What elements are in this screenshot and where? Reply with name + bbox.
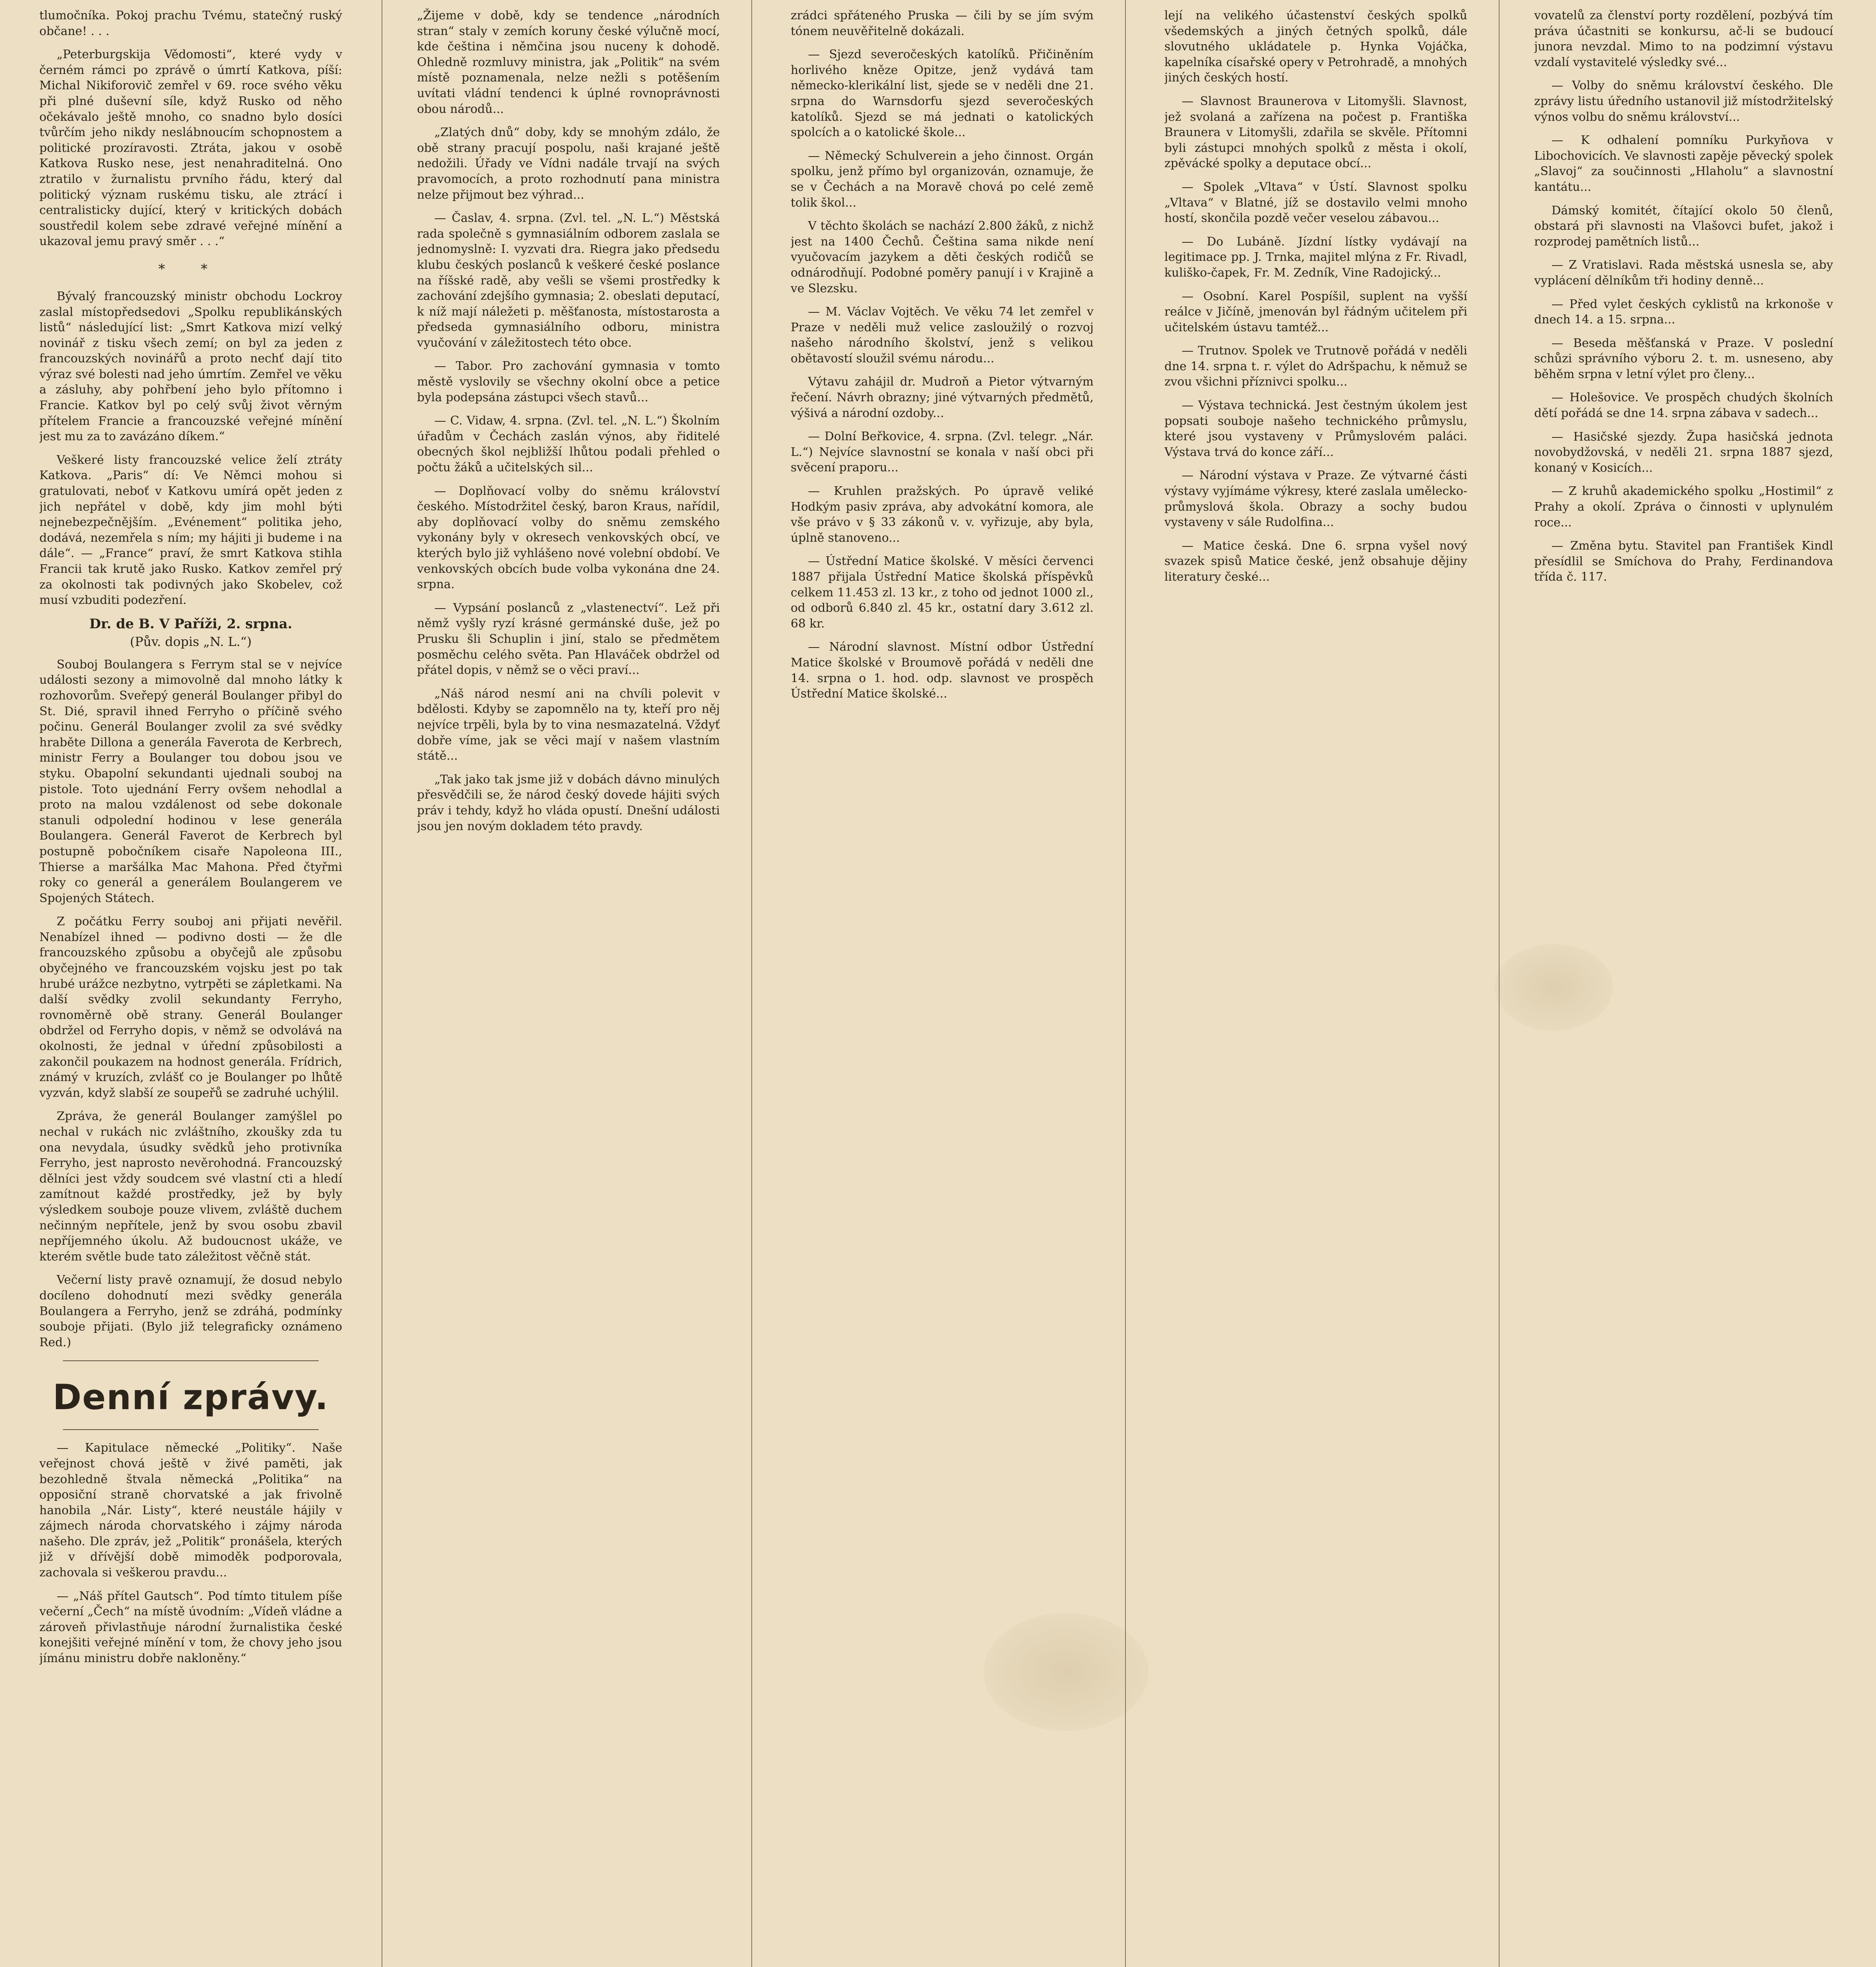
article-paragraph: — Do Lubáně. Jízdní lístky vydávají na legitimace pp. J. Trnka, majitel mlýna z Fr. Rivadl, kuliško-čapek, Fr. M. Zedník, Vine Radojický... <box>1164 234 1467 280</box>
article-paragraph: — Výstava technická. Jest čestným úkolem jest popsati souboje našeho technického průmyslu, které jsou vystaveny v Průmyslovém paláci. Výstava trvá do konce září... <box>1164 399 1467 459</box>
article-paragraph: — Národní výstava v Praze. Ze výtvarné části výstavy vyjímáme výkresy, které zaslala umělecko-průmyslová škola. Obrazy a sochy budou vystaveny v sále Rudolfina... <box>1164 469 1467 530</box>
column-5 <box>1534 8 1833 1967</box>
article-paragraph: — C. Vidaw, 4. srpna. (Zvl. tel. „N. L.“) Školním úřadům v Čechách zaslán výnos, aby řiditelé obecných škol nejbližší lhůtou podali přehled o počtu žáků a učitelských sil... <box>417 414 720 475</box>
article-paragraph: — M. Václav Vojtěch. Ve věku 74 let zemřel v Praze v neděli muž velice zasloužilý o rozvoj našeho národního školství, jenž s velikou obětavostí sloužil svému národu... <box>791 305 1094 365</box>
column-3 <box>791 8 1094 1967</box>
divider <box>63 1429 319 1430</box>
article-paragraph: — Změna bytu. Stavitel pan František Kindl přesídlil se Smíchova do Prahy, Ferdinandova třída č. 117. <box>1534 539 1833 584</box>
column-2 <box>417 8 720 1967</box>
article-paragraph: Veškeré listy francouzské velice želí ztráty Katkova. „Paris“ dí: Ve Němci mohou si gratulovati, neboť v Katkovu umírá opět jeden z jich nepřátel v době, kdy jim mohl býti nejnebezpečnějším. „Evénement“ politika jeho, dodává, nezemřela s ním; my hájiti ji budeme i na dále“. — „France“ praví, že smrt Katkova stihla Francii tak krutě jako Rusko. Katkov zemřel prý za okolnosti tak podivných jako Skobelev, což musí vzbuditi podezření. <box>39 453 342 607</box>
article-paragraph: Výtavu zahájil dr. Mudroň a Pietor výtvarným řečení. Návrh obrazny; jiné výtvarných předmětů, výšivá a národní ozdoby... <box>791 375 1094 420</box>
column-rule <box>751 0 752 1967</box>
article-paragraph: Z počátku Ferry souboj ani přijati nevěřil. Nenabízel ihned — podivno dosti — že dle francouzského způsobu a obyčejů ale způsobu obyčejného ve francouzském vojsku jest po tak hrubé urážce nezbytno, vytrpěti se zápletkami. Na další svědky zvolil sekundanty Ferryho, rovnoměrně obě strany. Generál Boulanger obdržel od Ferryho dopis, v němž se odvolává na okolnosti, že jednal v úřední způsobilosti a zakončil poukazem na hodnost generála. Frídrich, známý v kruzích, zvlášť co je Boulanger po lhůtě vyzván, když slabší ze soupeřů se zadruhé uchýlil. <box>39 915 342 1100</box>
article-paragraph: — Holešovice. Ve prospěch chudých školních dětí pořádá se dne 14. srpna zábava v sadech... <box>1534 391 1833 421</box>
dateline: Dr. de B. V Paříži, 2. srpna. <box>89 616 292 632</box>
article-paragraph: „Zlatých dnů“ doby, kdy se mnohým zdálo, že obě strany pracují pospolu, naši krajané ještě nedožili. Úřady ve Vídni nadále trvají na svých pravomocích, a proto rozhodnutí pana ministra nelze přijmout bez výhrad... <box>417 125 720 202</box>
article-paragraph: — Z kruhů akademického spolku „Hostimil“ z Prahy a okolí. Zpráva o činnosti v uplynulém roce... <box>1534 484 1833 530</box>
article-paragraph: — Vypsání poslanců z „vlastenectví“. Lež při němž vyšly ryzí krásné germánské duše, jež po Prusku šli Schuplin i jiní, stalo se předmětem posměchu celého světa. Pan Hlaváček obdržel od přátel dopis, v němž se o věci praví... <box>417 601 720 677</box>
article-paragraph: „Žijeme v době, kdy se tendence „národních stran“ staly v zemích koruny české výlučně mocí, kde čeština i němčina jsou nuceny k dohodě. Ohledně rozmluvy ministra, jak „Politik“ na svém místě poznamenala, nelze nežli s potěšením uvítati vládní tendenci k úplné rovnoprávnosti obou národů... <box>417 9 720 116</box>
article-paragraph: Bývalý francouzský ministr obchodu Lockroy zaslal místopředsedovi „Spolku republikánských listů“ následující list: „Smrt Katkova mizí velký novinář z tisku všech zemí; on byl za jeden z francouzských novinářů a proto nechť dají tito výraz své bolesti nad jeho úmrtím. Zemřel ve věku a zásluhy, aby pohřbení jeho bylo přítomno i Francie. Katkov byl po celý svůj život věrným přítelem Francie a francouzské veřejné mínění jest mu za to zavázáno díkem.“ <box>39 289 342 444</box>
dateline-source: (Pův. dopis „N. L.“) <box>130 634 252 649</box>
section-heading: Denní zprávy. <box>53 1377 329 1418</box>
article-paragraph: Souboj Boulangera s Ferrym stal se v nejvíce události sezony a mimovolně dal mnoho látky k rozhovorům. Sveřepý generál Boulanger přibyl do St. Dié, spravil ihned Ferryho o příčině svého počinu. Generál Boulanger zvolil za své svědky hraběte Dillona a generála Faverota de Kerbrech, ministr Ferry a Boulanger tou dobou jsou ve styku. Obapolní sekundanti ujednali souboj na pistole. Toto ujednání Ferry ovšem nehodlal a proto na malou vzdálenost od sebe dokonale stanuli odpolední hodinou v lese generála Boulangera. Generál Faverot de Kerbrech byl postupně pobočníkem cisaře Napoleona III., Thierse a maršálka Mac Mahona. Před čtyřmi roky co generál a generálem Boulangerem ve Spojených Státech. <box>39 657 342 905</box>
article-paragraph: — Ústřední Matice školské. V měsíci červenci 1887 přijala Ústřední Matice školská příspěvků celkem 11.453 zl. 13 kr., z toho od jednot 1000 zl., od odborů 6.840 zl. 45 kr., ostatní dary 3.612 zl. 68 kr. <box>791 554 1094 631</box>
article-paragraph: — Beseda měšťanská v Praze. V poslední schůzi správního výboru 2. t. m. usneseno, aby běhěm srpna v letní výlet pro členy... <box>1534 336 1833 381</box>
article-paragraph: — Německý Schulverein a jeho činnost. Orgán spolku, jenž přímo byl organizován, oznamuje, že se v Čechách a na Moravě chová po celé země tolik škol... <box>791 149 1094 210</box>
article-paragraph: lejí na velikého účastenství českých spolků všedemských a jiných četných spolků, dále slovutného ukládatele p. Hynka Vojáčka, kapelníka císařské opery v Petrohradě, a mnohých jiných českých hostí. <box>1164 9 1467 85</box>
article-paragraph: — Osobní. Karel Pospíšil, suplent na vyšší reálce v Jičíně, jmenován byl řádným učitelem při učitelském ústavu tamtéž... <box>1164 289 1467 334</box>
article-paragraph: — Matice česká. Dne 6. srpna vyšel nový svazek spisů Matice české, jenž obsahuje dějiny literatury české... <box>1164 539 1467 584</box>
article-paragraph: Zpráva, že generál Boulanger zamýšlel po nechal v rukách nic zvláštního, zkoušky zda tu ona nevydala, úsudky svědků jeho protivníka Ferryho, jest naprosto nevěrohodná. Francouzský dělníci jest vždy soudcem své vlastní cti a hledí zamítnout každé prostředky, jež by byly výsledkem souboje pouze vlivem, zvláště duchem nečinným nepřítele, jenž by svou osobu zbavil nepříjemného úkolu. Až budoucnost ukáže, ve kterém světle bude tato záležitost věčně stát. <box>39 1109 342 1264</box>
article-paragraph: — Kruhlen pražských. Po úpravě veliké Hodkým pasiv zpráva, aby advokátní komora, ale vše právo v § 33 zákonů v. v. vyřizuje, aby byla, úplně stanoveno... <box>791 484 1094 545</box>
article-paragraph: — Kapitulace německé „Politiky“. Naše veřejnost chová ještě v živé paměti, jak bezohledně štvala německá „Politika“ na opposiční straně chorvatské a jak frivolně hanobila „Nár. Listy“, které neustále hájily v zájmech národa chorvatského i zájmy národa našeho. Dle zpráv, jež „Politik“ pronášela, kterých již v dřívější době mimoděk podporovala, zachovala si veškerou pravdu... <box>39 1441 342 1580</box>
article-paragraph: — Volby do sněmu království českého. Dle zprávy listu úředního ustanovil již místodržitelský výnos volbu do sněmu království... <box>1534 79 1833 124</box>
section-separator: * * <box>158 261 223 277</box>
article-paragraph: — Časlav, 4. srpna. (Zvl. tel. „N. L.“) Městská rada společně s gymnasiálním odborem zaslala se jednomyslně: I. vyzvati dra. Riegra jako předsedu klubu českých poslanců k veškeré české poslance na říšské radě, aby vešli se všemi prostředky k zachování zdejšího gymnasia; 2. obeslati deputací, k níž mají náležeti p. měšťanosta, místostarosta a předseda gymnasiálního odboru, ministra vyučování v záležitostech této obce. <box>417 211 720 350</box>
column-1 <box>39 8 342 1967</box>
column-4 <box>1164 8 1467 1967</box>
article-paragraph: — „Náš přítel Gautsch“. Pod tímto titulem píše večerní „Čech“ na místě úvodním: „Vídeň vládne a zároveň přivlastňuje národní žurnalistika české konejšiti veřejné mínění v tom, že chovy jeho jsou jímánu ministru dobře nakloněny.“ <box>39 1589 342 1666</box>
article-paragraph: — Doplňovací volby do sněmu království českého. Místodržitel český, baron Kraus, nařídil, aby doplňovací volby do sněmu zemského vykonány byly v okresech venkovských obcí, ve kterých bylo již vyhlášeno nové volební období. Ve venkovských obcích bude volba vykonána dne 24. srpna. <box>417 484 720 592</box>
article-paragraph: „Náš národ nesmí ani na chvíli polevit v bdělosti. Kdyby se zapomnělo na ty, kteří pro něj nejvíce trpěli, byla by to vina nesmazatelná. Vždyť dobře víme, jak se věci mají v našem vlastním státě... <box>417 686 720 763</box>
article-paragraph: — Z Vratislavi. Rada městská usnesla se, aby vyplácení dělníkům tři hodiny denně... <box>1534 258 1833 288</box>
article-paragraph: — Před vylet českých cyklistů na krkonoše v dnech 14. a 15. srpna... <box>1534 297 1833 327</box>
article-paragraph: V těchto školách se nachází 2.800 žáků, z nichž jest na 1400 Čechů. Čeština sama nikde není vyučovacím jazykem a děti českých rodičů se odnárodňují. Podobné poměry panují i v Krajině a ve Slezsku. <box>791 219 1094 295</box>
article-paragraph: „Tak jako tak jsme již v dobách dávno minulých přesvědčili se, že národ český dovede hájiti svých práv i tehdy, když ho vláda opustí. Dnešní události jsou jen novým dokladem této pravdy. <box>417 772 720 833</box>
article-paragraph: — Trutnov. Spolek ve Trutnově pořádá v neděli dne 14. srpna t. r. výlet do Adršpachu, k němuž se zvou všichni příznivci spolku... <box>1164 344 1467 389</box>
article-paragraph: — Hasičské sjezdy. Župa hasičská jednota novobydžovská, v neděli 21. srpna 1887 sjezd, konaný v Kosicích... <box>1534 430 1833 475</box>
article-paragraph: Dámský komitét, čítající okolo 50 členů, obstará při slavnosti na Vlašovci bufet, jakož i rozprodej pamětních listů... <box>1534 203 1833 249</box>
article-paragraph: „Peterburgskija Vědomosti“, které vydy v černém rámci po zprávě o úmrtí Katkova, píší: Michal Nikiforovič zemřel v 69. roce svého věku při plné duševní síle, když Rusko od něho očekávalo ještě mnoho, co snadno bylo dosíci tvůrčím jeho nikdy neslábnoucím schopnostem a politické prozíravosti. Ztráta, jakou v osobě Katkova Rusko nese, jest nenahraditelná. Ono ztratilo v žurnalistu prvního řádu, který dal politický význam ruskému tisku, ale ztrácí i centralisticky dující, který v kritických dobách soustředil kolem sebe zdravé veřejné mínění a ukazoval jemu pravý směr . . .“ <box>39 48 342 249</box>
article-paragraph: Večerní listy pravě oznamují, že dosud nebylo docíleno dohodnutí mezi svědky generála Boulangera a Ferryho, jenž se zdráhá, podmínky souboje přijati. (Bylo již telegraficky oznámeno Red.) <box>39 1273 342 1349</box>
article-paragraph: — Spolek „Vltava“ v Ústí. Slavnost spolku „Vltava“ v Blatné, jíž se dostavilo velmi mnoho hostí, skončila pozdě večer veselou zábavou... <box>1164 180 1467 225</box>
article-paragraph: — Dolní Beřkovice, 4. srpna. (Zvl. telegr. „Nár. L.“) Nejvíce slavnostní se konala v naší obci při svěcení praporu... <box>791 430 1094 475</box>
divider <box>63 1360 319 1361</box>
column-rule <box>1125 0 1126 1967</box>
article-paragraph: tlumočníka. Pokoj prachu Tvému, statečný ruský občane! . . . <box>39 9 342 38</box>
article-paragraph: — Národní slavnost. Místní odbor Ústřední Matice školské v Broumově pořádá v neděli dne 14. srpna o 1. hod. odp. slavnost ve prospěch Ústřední Matice školské... <box>791 640 1094 701</box>
article-paragraph: — Slavnost Braunerova v Litomyšli. Slavnost, jež svolaná a zařízena na počest p. Františka Braunera v Litomyšli, zdařila se skvěle. Přítomni byli zástupci mnohých spolků z města i okolí, zpěvácké spolky a deputace obcí... <box>1164 94 1467 171</box>
article-paragraph: — K odhalení pomníku Purkyňova v Libochovicích. Ve slavnosti zapěje pěvecký spolek „Slavoj“ za součinnosti „Hlaholu“ a slavnostní kantátu... <box>1534 133 1833 194</box>
column-rule <box>1499 0 1500 1967</box>
article-paragraph: vovatelů za členství porty rozdělení, pozbývá tím práva účastniti se konkursu, ač-li se budoucí junora nevzdal. Mimo to na podzimní výstavu vzdalí vystavitelé výsledky své... <box>1534 9 1833 69</box>
article-paragraph: zrádci spřáteného Pruska — čili by se jím svým tónem neuvěřitelně dokázali. <box>791 9 1094 38</box>
article-paragraph: — Tabor. Pro zachování gymnasia v tomto městě vyslovily se všechny okolní obce a petice byla podepsána zástupci všech stavů... <box>417 359 720 404</box>
article-paragraph: — Sjezd severočeských katolíků. Přičiněním horlivého kněze Opitze, jenž vydává tam německo-klerikální list, sjede se v neděli dne 21. srpna do Warnsdorfu sjezd severočeských katolíků. Sjezd se má jednati o katolických spolcích a o katolické škole... <box>791 48 1094 140</box>
